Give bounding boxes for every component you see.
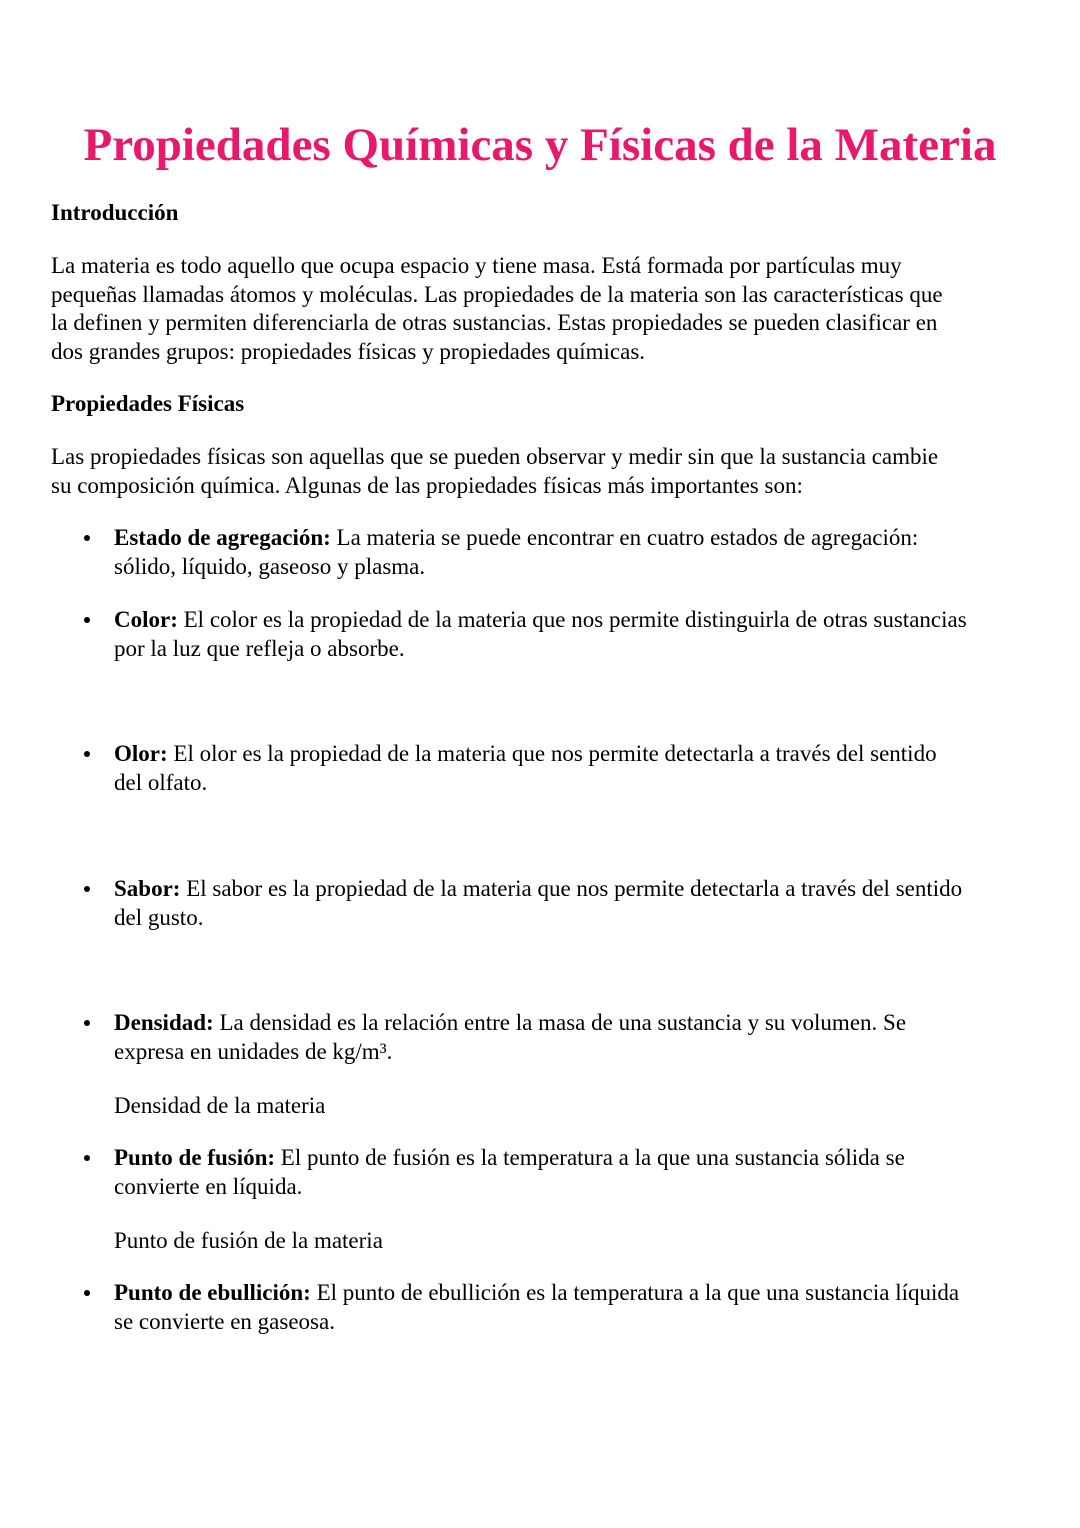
list-item-term: Densidad: [114, 1010, 214, 1035]
list-item-text: La densidad es la relación entre la masa de una sustancia y su volumen. Se [213, 1010, 907, 1035]
list-item-text: por la luz que refleja o absorbe. [114, 635, 405, 661]
list-item-estado [114, 524, 918, 581]
list-item-text: El color es la propiedad de la materia que nos permite distinguirla de otras sustancias [177, 607, 967, 632]
list-item-term: Color: [114, 607, 178, 632]
bullet-icon [84, 617, 90, 623]
intro-line: la definen y permiten diferenciarla de otras sustancias. Estas propiedades se pueden clasificar en [51, 310, 938, 335]
intro-paragraph [51, 252, 943, 366]
list-item-term: Sabor: [114, 876, 181, 901]
list-item-term: Estado de agregación: [114, 525, 331, 550]
bullet-icon [84, 1290, 90, 1296]
list-item-text: La materia se puede encontrar en cuatro estados de agregación: [330, 525, 919, 550]
physical-heading: Propiedades Físicas [51, 391, 245, 416]
list-item-ebullicion [114, 1279, 959, 1336]
bullet-icon [84, 1020, 90, 1026]
list-item-fusion [114, 1144, 905, 1201]
list-item-text: expresa en unidades de kg/m³. [114, 1038, 393, 1064]
physical-paragraph [51, 443, 938, 500]
intro-line: pequeñas llamadas átomos y moléculas. Las propiedades de la materia son las características que [51, 281, 943, 307]
bullet-icon [84, 886, 90, 892]
list-item-text: El sabor es la propiedad de la materia que nos permite detectarla a través del sentido [180, 876, 963, 901]
physical-line: su composición química. Algunas de las propiedades físicas más importantes son: [51, 472, 803, 498]
list-item-text: convierte en líquida. [114, 1173, 303, 1199]
list-item-olor [114, 740, 937, 797]
intro-line: La materia es todo aquello que ocupa espacio y tiene masa. Está formada por partículas muy [51, 253, 902, 278]
list-item-densidad [114, 1009, 906, 1066]
physical-line: Las propiedades físicas son aquellas que se pueden observar y medir sin que la sustancia cambie [51, 444, 939, 469]
fusion-note: Punto de fusión de la materia [114, 1228, 383, 1253]
densidad-note: Densidad de la materia [114, 1093, 326, 1118]
list-item-text: del gusto. [114, 904, 204, 930]
intro-line: dos grandes grupos: propiedades físicas y propiedades químicas. [51, 338, 646, 364]
list-item-text: sólido, líquido, gaseoso y plasma. [114, 553, 426, 579]
list-item-text: se convierte en gaseosa. [114, 1308, 335, 1334]
bullet-icon [84, 751, 90, 757]
list-item-color [114, 606, 967, 663]
intro-heading: Introducción [51, 200, 179, 225]
list-item-text: El olor es la propiedad de la materia que nos permite detectarla a través del sentido [167, 741, 937, 766]
list-item-text: El punto de fusión es la temperatura a la que una sustancia sólida se [275, 1145, 905, 1170]
bullet-icon [84, 535, 90, 541]
list-item-sabor [114, 875, 962, 932]
page-title: Propiedades Químicas y Físicas de la Materia [83, 119, 997, 171]
list-item-term: Punto de ebullición: [114, 1280, 311, 1305]
list-item-text: El punto de ebullición es la temperatura a la que una sustancia líquida [310, 1280, 960, 1305]
list-item-text: del olfato. [114, 769, 208, 795]
list-item-term: Olor: [114, 741, 168, 766]
bullet-icon [84, 1155, 90, 1161]
list-item-term: Punto de fusión: [114, 1145, 276, 1170]
